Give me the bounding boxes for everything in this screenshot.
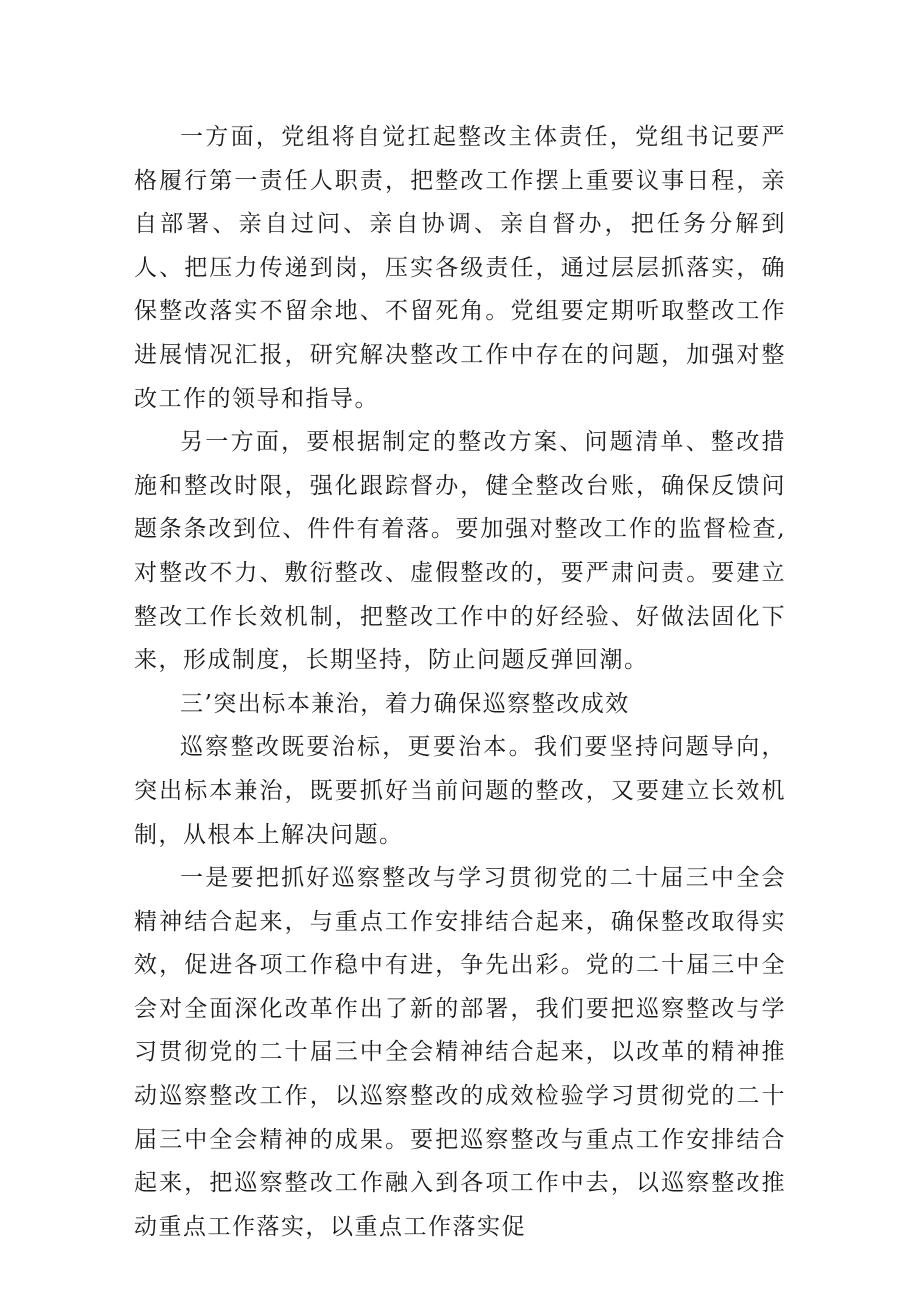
paragraph-root-and-symptom: 巡察整改既要治标，更要治本。我们要坚持问题导向，突出标本兼治，既要抓好当前问题的整改，又要建立长效机制，从根本上解决问题。 [134, 734, 786, 848]
section-heading-three: 三’突出标本兼治，着力确保巡察整改成效 [180, 690, 630, 717]
paragraph-rectification-tracking: 另一方面，要根据制定的整改方案、问题清单、整改措施和整改时限，强化跟踪督办，健全整改台账，确保反馈问题条条改到位、件件有着落。要加强对整改工作的监督检查,对整改不力、敷衍整改、虚假整改的，要严肃问责。要建立整改工作长效机制，把整改工作中的好经验、好做法固化下来，形成制度，长期坚持，防止问题反弹回潮。 [134, 429, 786, 674]
paragraph-third-plenum: 一是要把抓好巡察整改与学习贯彻党的二十届三中全会精神结合起来，与重点工作安排结合起来，确保整改取得实效，促进各项工作稳中有进，争先出彩。党的二十届三中全会对全面深化改革作出了新的部署，我们要把巡察整改与学习贯彻党的二十届三中全会精神结合起来，以改革的精神推动巡察整改工作，以巡察整改的成效检验学习贯彻党的二十届三中全会精神的成果。要把巡察整改与重点工作安排结合起来，把巡察整改工作融入到各项工作中去，以巡察整改推动重点工作落实，以重点工作落实促 [134, 865, 786, 1240]
document-body [134, 116, 786, 1249]
paragraph-responsibility: 一方面，党组将自觉扛起整改主体责任，党组书记要严格履行第一责任人职责，把整改工作摆上重要议事日程，亲自部署、亲自过问、亲自协调、亲自督办，把任务分解到人、把压力传递到岗，压实各级责任，通过层层抓落实，确保整改落实不留余地、不留死角。党组要定期听取整改工作进展情况汇报，研究解决整改工作中存在的问题，加强对整改工作的领导和指导。 [134, 124, 786, 412]
